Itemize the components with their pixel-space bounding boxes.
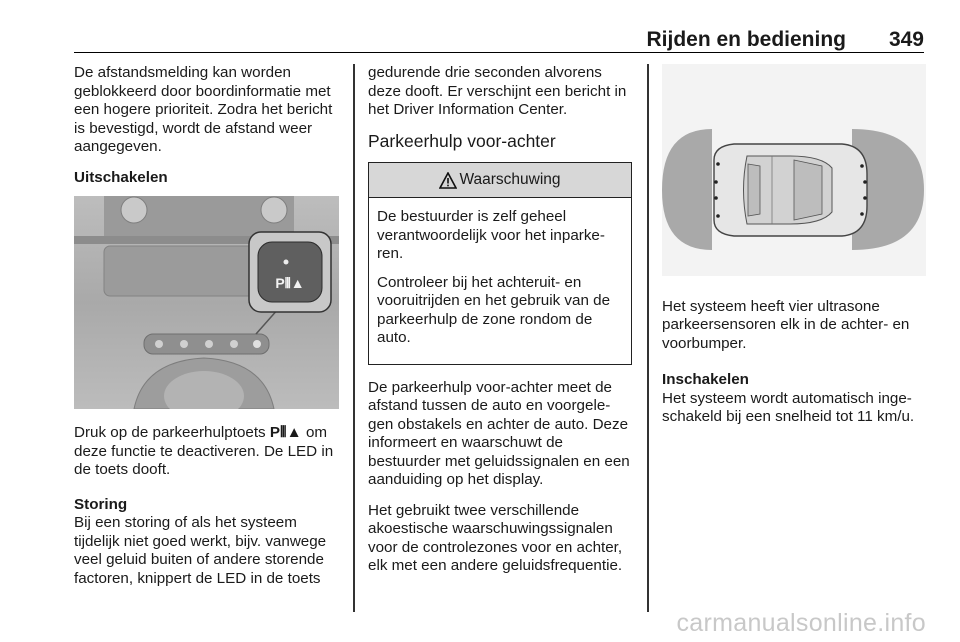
- warning-paragraph-2: Controleer bij het achteruit- en vooruitrijden en het gebruik van de parkeerhulp de zone rondom de auto.: [377, 273, 611, 346]
- inschakelen-heading: Inschakelen: [662, 371, 749, 388]
- warning-paragraph-1: De bestuurder is zelf geheel verantwoordelijk voor het inparke‐ ren.: [377, 208, 605, 262]
- inschakelen-paragraph: Het systeem wordt automatisch inge‐ schakeld bij een snelheid tot 11 km/u.: [662, 389, 915, 425]
- description-paragraph-1: De parkeerhulp voor-achter meet de afstand tussen de auto en voorgele‐ gen obstakels en achter de auto. Deze informeert en waarschuwt de bestuurder met geluidssignalen en een aanduiding op het display.: [368, 378, 630, 488]
- warning-body: [369, 198, 631, 364]
- warning-title: Waarschuwing: [459, 170, 561, 188]
- uitschakelen-heading: Uitschakelen: [74, 168, 168, 186]
- press-paragraph: [74, 424, 344, 480]
- column-divider: [353, 64, 355, 612]
- column-2: [368, 64, 632, 588]
- parking-button-photo: [74, 196, 339, 409]
- press-text-before: Druk op de parkeerhulptoets: [74, 424, 270, 441]
- storing-paragraph: Bij een storing of als het systeem tijdelijk niet goed werkt, bijv. vanwege veel geluid buiten of andere storende factoren, knippert de LED in de toets: [74, 514, 327, 587]
- continued-paragraph: gedurende drie seconden alvorens deze dooft. Er verschijnt een bericht in het Driver Information Center.: [368, 64, 627, 118]
- parking-assist-symbol: P⦀▲: [269, 424, 302, 441]
- chapter-title: Rijden en bediening: [646, 28, 846, 51]
- car-sensor-zones-illustration: [662, 64, 926, 276]
- column-3: [662, 64, 928, 439]
- storing-heading: Storing: [74, 495, 128, 513]
- warning-triangle-icon: [439, 172, 457, 189]
- column-divider-2: [647, 64, 649, 612]
- warning-header: [369, 163, 631, 198]
- sensors-paragraph: Het systeem heeft vier ultrasone parkeersensoren elk in de achter- en voorbumper.: [662, 297, 910, 352]
- page-number: 349: [888, 28, 924, 51]
- intro-paragraph: De afstandsmelding kan worden geblokkeerd door boordinformatie met een hogere prioriteit. Zodra het bericht is bevestigd, wordt de afstand weer aangegeven.: [74, 64, 333, 155]
- button-label: P⦀▲: [275, 275, 305, 291]
- column-1-lower: [74, 424, 344, 600]
- column-1: [74, 64, 344, 199]
- page-header: [74, 22, 924, 53]
- press-text-after: om deze functie te deactiveren. De LED in de toets dooft.: [74, 424, 334, 478]
- section-heading: Parkeerhulp voor-achter: [368, 130, 556, 151]
- description-paragraph-2: Het gebruikt twee verschillende akoestische waarschuwingssignalen voor de controlezones voor en achter, elk met een andere geluidsfrequentie.: [368, 501, 623, 574]
- warning-box: [368, 162, 632, 365]
- watermark: carmanualsonline.info: [676, 609, 926, 637]
